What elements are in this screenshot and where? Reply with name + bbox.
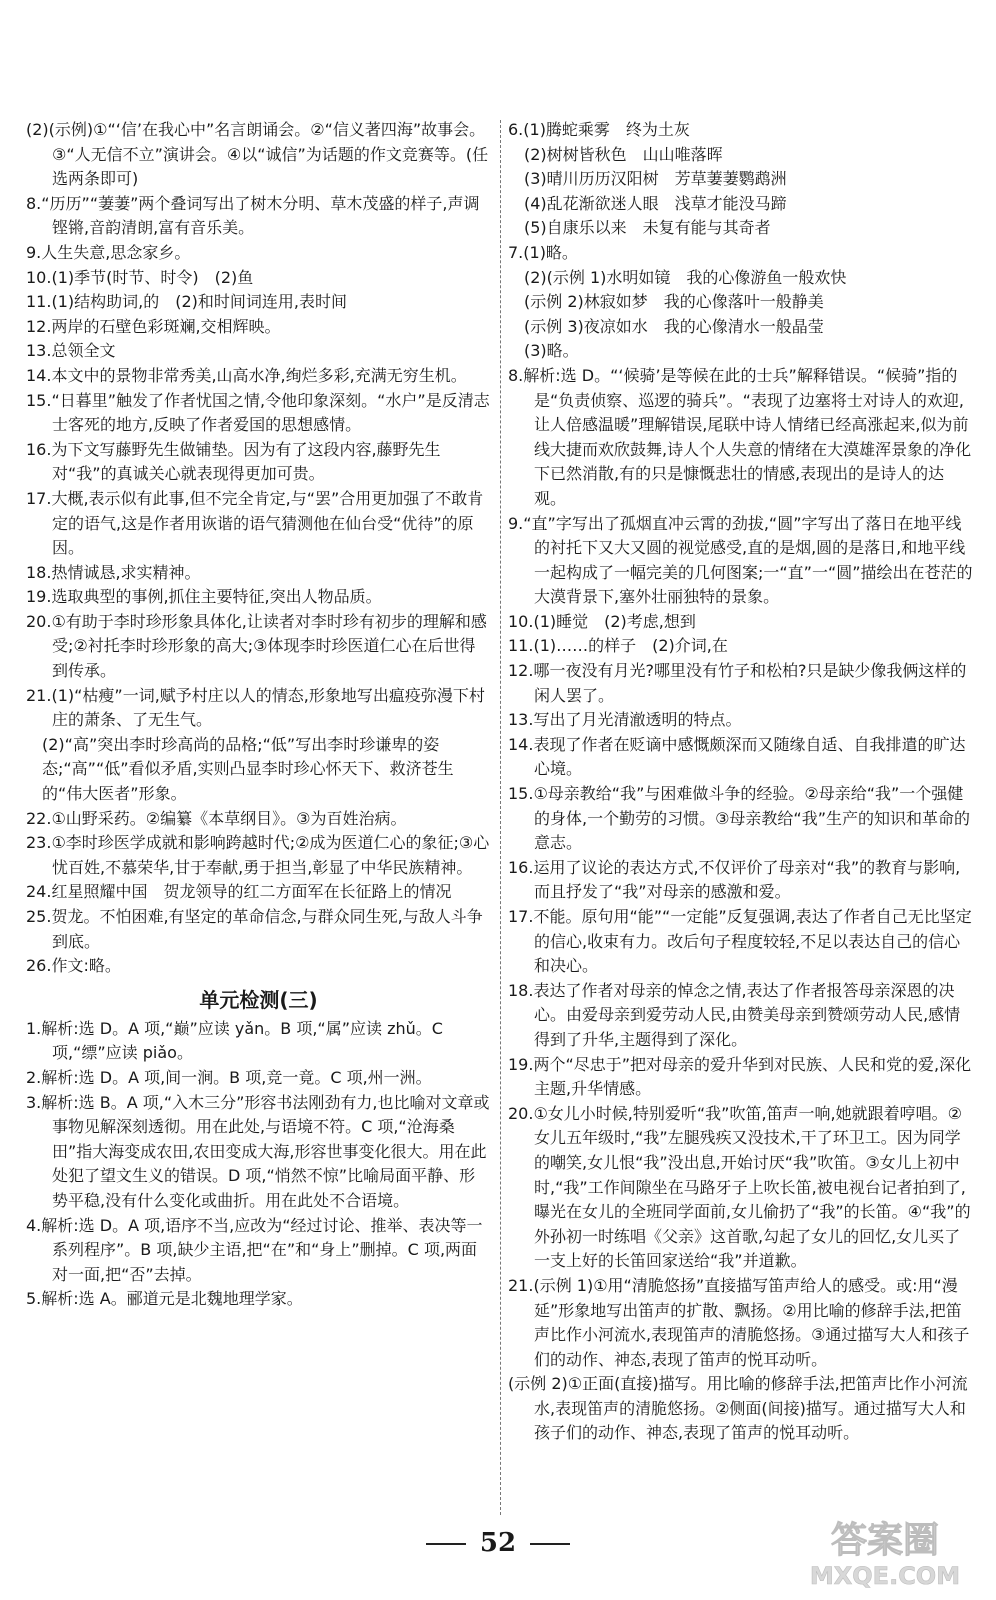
answer-item: 10.(1)季节(时节、时令) (2)鱼 bbox=[26, 267, 254, 287]
answer-item: 24.红星照耀中国 贺龙领导的红二方面军在长征路上的情况 bbox=[26, 882, 452, 902]
answer-item: 18.热情诚恳,求实精神。 bbox=[26, 562, 201, 582]
answer-item: (2)(示例)①“‘信’在我心中”名言朗诵会。②“信义著四海”故事会。③“人无信不立”演讲会。④以“诚信”为话题的作文竞赛等。(任选两条即可) bbox=[26, 120, 489, 189]
answer-item: 12.两岸的石壁色彩斑斓,交相辉映。 bbox=[26, 316, 281, 336]
right-column bbox=[508, 118, 975, 1446]
answer-item: 20.①有助于李时珍形象具体化,让读者对李时珍有初步的理解和感受;②衬托李时珍形象的高大;③体现李时珍医道仁心在后世得到传承。 bbox=[26, 611, 487, 681]
answer-item: 5.解析:选 A。郦道元是北魏地理学家。 bbox=[26, 1289, 303, 1309]
answer-subitem: (2)(示例 1)水明如镜 我的心像游鱼一般欢快 bbox=[524, 267, 847, 287]
column-divider bbox=[500, 120, 501, 1515]
answer-item: 16.为下文写藤野先生做铺垫。因为有了这段内容,藤野先生对“我”的真诚关心就表现得更加可贵。 bbox=[26, 439, 441, 484]
answer-item: 17.大概,表示似有此事,但不完全肯定,与“罢”合用更加强了不敢肯定的语气,这是作者用诙谐的语气猜测他在仙台受“优待”的原因。 bbox=[26, 488, 484, 558]
answer-subitem: (示例 2)林寂如梦 我的心像落叶一般静美 bbox=[524, 292, 824, 312]
answer-item: 11.(1)结构助词,的 (2)和时间词连用,表时间 bbox=[26, 292, 347, 312]
page-number-dash-left bbox=[426, 1543, 466, 1545]
answer-item: 2.解析:选 D。A 项,间一涧。B 项,竞一竟。C 项,州一洲。 bbox=[26, 1067, 432, 1087]
answer-item: 12.哪一夜没有月光?哪里没有竹子和松柏?只是缺少像我俩这样的闲人罢了。 bbox=[508, 661, 967, 705]
answer-item: 23.①李时珍医学成就和影响跨越时代;②成为医道仁心的象征;③心忧百姓,不慕荣华,甘于奉献,勇于担当,彰显了中华民族精神。 bbox=[26, 833, 490, 877]
answer-item: 6.(1)腾蛇乘雾 终为土灰 bbox=[508, 120, 690, 139]
answer-item: 19.两个“尽忠于”把对母亲的爱升华到对民族、人民和党的爱,深化主题,升华情感。 bbox=[508, 1054, 972, 1099]
answer-item: 14.表现了作者在贬谪中感慨颇深而又随缘自适、自我排遣的旷达心境。 bbox=[508, 734, 966, 779]
answer-item: 10.(1)睡觉 (2)考虑,想到 bbox=[508, 611, 696, 631]
answer-item: 14.本文中的景物非常秀美,山高水净,绚烂多彩,充满无穷生机。 bbox=[26, 365, 467, 385]
answer-item: 1.解析:选 D。A 项,“巅”应读 yǎn。B 项,“属”应读 zhǔ。C 项,“缥”应读 piǎo。 bbox=[26, 1018, 443, 1063]
answer-item: 21.(示例 1)①用“清脆悠扬”直接描写笛声给人的感受。或:用“漫延”形象地写出笛声的扩散、飘扬。②用比喻的修辞手法,把笛声比作小河流水,表现笛声的清脆悠扬。③通过描写大人和孩子们的动作、神态,表现了笛声的悦耳动听。 bbox=[508, 1275, 970, 1369]
svg-text:答案圈: 答案圈 bbox=[830, 1520, 940, 1561]
answer-item: 25.贺龙。不怕困难,有坚定的革命信念,与群众同生死,与敌人斗争到底。 bbox=[26, 907, 483, 951]
answer-item: 8.解析:选 D。“‘候骑’是等候在此的士兵”解释错误。“候骑”指的是“负责侦察、巡逻的骑兵”。“表现了边塞将士对诗人的欢迎,让人倍感温暖”理解错误,尾联中诗人情绪已经高涨起来,似为前线大捷而欢欣鼓舞,诗人个人失意的情绪在大漠雄浑景象的净化下已然消散,有的只是慷慨悲壮的情感,表现出的是诗人的达观。 bbox=[508, 365, 972, 508]
answer-item: 19.选取典型的事例,抓住主要特征,突出人物品质。 bbox=[26, 587, 382, 607]
answer-item: 15.“日暮里”触发了作者忧国之情,令他印象深刻。“水户”是反清志士客死的地方,反映了作者爱国的思想感情。 bbox=[26, 390, 490, 435]
answer-item: 21.(1)“枯瘦”一词,赋予村庄以人的情态,形象地写出瘟疫弥漫下村庄的萧条、了无生气。 bbox=[26, 685, 485, 730]
left-column bbox=[26, 118, 491, 1312]
answer-item: 17.不能。原句用“能”“一定能”反复强调,表达了作者自己无比坚定的信心,收束有力。改后句子程度较轻,不足以表达自己的信心和决心。 bbox=[508, 907, 972, 976]
answer-item: 15.①母亲教给“我”与困难做斗争的经验。②母亲给“我”一个强健的身体,一个勤劳的习惯。③母亲教给“我”生产的知识和革命的意志。 bbox=[508, 784, 971, 853]
answer-item: 13.总领全文 bbox=[26, 341, 116, 361]
answer-item: 3.解析:选 B。A 项,“入木三分”形容书法刚劲有力,也比喻对文章或事物见解深刻透彻。用在此处,与语境不符。C 项,“沧海桑田”指大海变成农田,农田变成大海,形容世事变化很大。用在此处犯了望文生义的错误。D 项,“悄然不惊”比喻局面平静、形势平稳,没有什么变化或曲折。用在此处不合语境。 bbox=[26, 1092, 490, 1210]
answer-subitem: (2)树树皆秋色 山山唯落晖 bbox=[524, 144, 723, 164]
answer-item: 9.“直”字写出了孤烟直冲云霄的劲拔,“圆”字写出了落日在地平线的衬托下又大又圆的视觉感受,直的是烟,圆的是落日,和地平线一起构成了一幅完美的几何图案;一“直”一“圆”描绘出在苍茫的大漠背景下,塞外壮丽独特的景象。 bbox=[508, 513, 973, 607]
answer-item: 16.运用了议论的表达方式,不仅评价了母亲对“我”的教育与影响,而且抒发了“我”对母亲的感激和爱。 bbox=[508, 857, 961, 902]
answer-item: 22.①山野采药。②编纂《本草纲目》。③为百姓治病。 bbox=[26, 808, 407, 828]
svg-text:MXQE.COM: MXQE.COM bbox=[809, 1562, 961, 1590]
answer-item: 18.表达了作者对母亲的悼念之情,表达了作者报答母亲深恩的决心。由爱母亲到爱劳动人民,由赞美母亲到赞颂劳动人民,感情得到了升华,主题得到了深化。 bbox=[508, 980, 961, 1049]
answer-item: 11.(1)……的样子 (2)介词,在 bbox=[508, 636, 728, 656]
answer-item: 9.人生失意,思念家乡。 bbox=[26, 242, 191, 262]
page-number-text: 52 bbox=[479, 1528, 517, 1558]
answer-subitem: (3)晴川历历汉阳树 芳草萋萋鹦鹉洲 bbox=[524, 169, 787, 189]
answer-item: 4.解析:选 D。A 项,语序不当,应改为“经过讨论、推举、表决等一系列程序”。B 项,缺少主语,把“在”和“身上”删掉。C 项,两面对一面,把“否”去掉。 bbox=[26, 1215, 483, 1284]
answer-subitem: (2)“高”突出李时珍高尚的品格;“低”写出李时珍谦卑的姿态;“高”“低”看似矛盾,实则凸显李时珍心怀天下、救济苍生的“伟大医者”形象。 bbox=[42, 734, 454, 804]
answer-subitem: (4)乱花渐欲迷人眼 浅草才能没马蹄 bbox=[524, 193, 787, 213]
answer-subitem: (示例 3)夜凉如水 我的心像清水一般晶莹 bbox=[524, 316, 824, 336]
answer-item: 20.①女儿小时候,特别爱听“我”吹笛,笛声一响,她就跟着哼唱。②女儿五年级时,“我”左腿残疾又没技术,干了环卫工。因为同学的嘲笑,女儿恨“我”没出息,开始讨厌“我”吹笛。③女儿上初中时,“我”工作间隙坐在马路牙子上吹长笛,被电视台记者拍到了,曝光在女儿的全班同学面前,女儿偷扔了“我”的长笛。④“我”的外孙初一时练唱《父亲》这首歌,勾起了女儿的回忆,女儿买了一支上好的长笛回家送给“我”并道歉。 bbox=[508, 1103, 971, 1271]
answer-item: 8.“历历”“萋萋”两个叠词写出了树木分明、草木茂盛的样子,声调铿锵,音韵清朗,富有音乐美。 bbox=[26, 193, 480, 238]
watermark-logo bbox=[800, 1512, 970, 1590]
answer-subitem: (3)略。 bbox=[524, 341, 579, 361]
page-number-dash-right bbox=[530, 1543, 570, 1545]
answer-subitem: (5)自康乐以来 未复有能与其奇者 bbox=[524, 218, 771, 238]
answer-item: 13.写出了月光清澈透明的特点。 bbox=[508, 710, 742, 730]
section-heading: 单元检测(三) bbox=[199, 987, 318, 1012]
answer-item: (示例 2)①正面(直接)描写。用比喻的修辞手法,把笛声比作小河流水,表现笛声的清脆悠扬。②侧面(间接)描写。通过描写大人和孩子们的动作、神态,表现了笛声的悦耳动听。 bbox=[508, 1374, 968, 1443]
answer-item: 7.(1)略。 bbox=[508, 242, 578, 262]
answer-item: 26.作文:略。 bbox=[26, 956, 121, 976]
